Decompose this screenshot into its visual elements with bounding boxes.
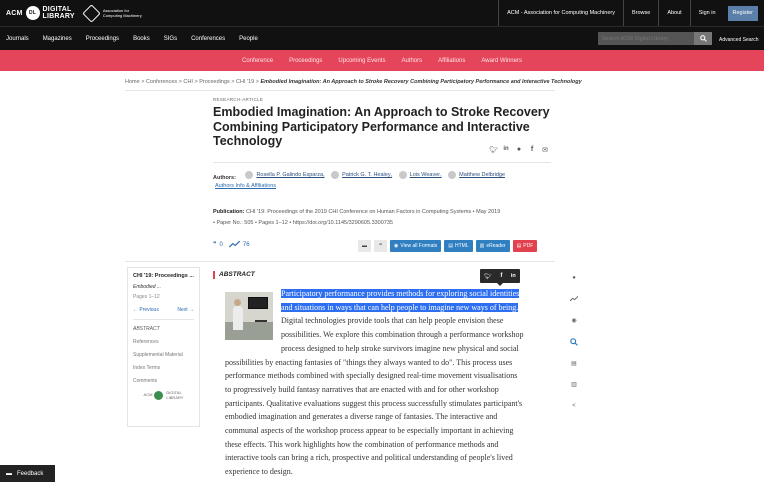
- avatar: [448, 171, 456, 179]
- abstract-line: interactive tools can bring a rich, prospective and political understanding of people's lived: [225, 453, 513, 463]
- author-name: Lois Weaver: [409, 172, 441, 178]
- org-logo-text: [103, 8, 142, 18]
- crumb-sep: >: [141, 79, 145, 85]
- author-link[interactable]: Rosella P. Galindo Esparza ,: [245, 171, 324, 179]
- abstract-line: [225, 287, 542, 301]
- author-link[interactable]: [448, 171, 505, 179]
- authors: [213, 171, 510, 181]
- email-icon[interactable]: ✉: [542, 147, 548, 154]
- logo-library: LIBRARY: [42, 13, 75, 20]
- avatar: [245, 171, 253, 179]
- dl-badge-icon: [154, 391, 163, 400]
- sidebar-dl-logo: [133, 391, 194, 400]
- cite-button[interactable]: [374, 240, 387, 252]
- nav-people[interactable]: People: [239, 35, 258, 42]
- abstract-heading: ABSTRACT: [213, 271, 255, 279]
- prev-next: [133, 307, 194, 320]
- feedback-label: Feedback: [17, 470, 44, 477]
- acm-dl-logo[interactable]: [6, 6, 75, 20]
- folder-icon: ▬: [362, 243, 367, 249]
- facebook-icon[interactable]: f: [530, 146, 534, 153]
- eye-icon[interactable]: ◉: [571, 318, 577, 325]
- advanced-search-link[interactable]: Advanced Search: [719, 37, 759, 43]
- sidebar-logo-digital: DIGITAL: [166, 390, 182, 395]
- acm-org-logo[interactable]: [85, 7, 142, 20]
- divider: [125, 90, 555, 91]
- nav-items: [6, 36, 272, 42]
- logo-digital: DIGITAL: [42, 6, 72, 13]
- about-link[interactable]: About: [658, 0, 689, 26]
- eye-icon: ◉: [394, 243, 399, 249]
- publication-line2: • Paper No.: 505 • Pages 1–12 • https://doi.org/10.1145/3290605.3300735: [213, 219, 393, 226]
- top-links: [498, 0, 764, 26]
- format-toolbar: [358, 240, 537, 252]
- crumb-sep: >: [231, 79, 235, 85]
- ereader-button[interactable]: [476, 240, 510, 252]
- sidebar-logo-acm: ACM: [143, 392, 153, 398]
- article-sidebar: [127, 267, 200, 427]
- metrics-icon[interactable]: [568, 293, 580, 305]
- publication-line1: CHI '19: Proceedings of the 2019 CHI Conference on Human Factors in Computing Systems • May 2019: [244, 209, 501, 215]
- divider: [213, 162, 551, 163]
- acm-link[interactable]: ACM - Association for Computing Machinery: [498, 0, 623, 26]
- reddit-icon[interactable]: ●: [516, 146, 522, 153]
- feedback-button[interactable]: [0, 465, 55, 482]
- abstract-line: performance methods combined with specially designed real-time movement visualisations: [225, 371, 518, 381]
- abstract-line: process designed to help stroke survivors imagine new physical and social: [281, 343, 519, 353]
- search-button[interactable]: [694, 32, 712, 45]
- citation-count[interactable]: 0: [219, 241, 223, 248]
- crumb-chi[interactable]: CHI: [183, 79, 193, 85]
- selected-text: Participatory performance provides methods for exploring social identities: [281, 289, 520, 298]
- sidebar-proceedings[interactable]: CHI '19: Proceedings ...: [133, 273, 194, 279]
- logo-dl-badge: DL: [26, 6, 40, 20]
- publication-info: [213, 207, 543, 228]
- sidebar-menu: [133, 326, 194, 384]
- abstract-line: experience to design.: [225, 467, 293, 477]
- abstract-line: participants. Qualitative evaluations suggest this process successfully stimulates participant's: [225, 398, 523, 408]
- share-icon[interactable]: <: [572, 402, 576, 409]
- trend-icon: [229, 241, 240, 248]
- conf-conference[interactable]: Conference: [242, 57, 274, 64]
- ereader-label: eReader: [486, 243, 506, 249]
- sidebar-item-index-terms[interactable]: Index Terms: [133, 365, 161, 371]
- abstract-line: [225, 301, 542, 315]
- download-count[interactable]: 76: [242, 241, 250, 248]
- abstract-line: Digital technologies provide tools that can help people envision these: [281, 316, 504, 326]
- abstract-line: these effects. This work highlights how the combination of performance methods and: [225, 439, 499, 449]
- conf-proceedings[interactable]: Proceedings: [289, 57, 323, 64]
- nav-journals[interactable]: Journals: [6, 35, 29, 42]
- pdf-icon: ▤: [516, 243, 522, 249]
- crumb-sep: >: [178, 79, 182, 85]
- sidebar-item-abstract[interactable]: ABSTRACT: [133, 326, 160, 332]
- search-input[interactable]: [598, 32, 694, 45]
- crumb-sep: >: [194, 79, 198, 85]
- share-selection-popover: [480, 269, 520, 283]
- divider: [125, 261, 555, 262]
- article-title: Embodied Imagination: An Approach to Stroke Recovery Combining Participatory Performance and Interactive Technology: [213, 105, 550, 148]
- abstract-line: communal aspects of the workshop process appear to be especially important in achieving: [225, 426, 514, 436]
- crumb-conferences[interactable]: Conferences: [145, 79, 178, 85]
- authors-info-link[interactable]: Authors Info & Affiliations: [215, 183, 277, 189]
- author-name: Rosella P. Galindo Esparza: [256, 172, 324, 178]
- publication-label: Publication:: [213, 209, 245, 215]
- info-icon[interactable]: ●: [572, 275, 576, 281]
- author-link[interactable]: Lois Weaver ,: [399, 171, 442, 179]
- view-formats-label: View all Formats: [400, 243, 438, 249]
- org-logo-line2: Computing Machinery: [102, 13, 142, 18]
- conf-upcoming-events[interactable]: Upcoming Events: [338, 57, 386, 64]
- logo-words: [43, 6, 75, 20]
- author-name: Matthew Delbridge: [459, 172, 506, 178]
- conf-award-winners[interactable]: Award Winners: [481, 57, 522, 64]
- sidebar-logo-words: [166, 391, 183, 400]
- sidebar-article: Embodied ...: [133, 284, 162, 290]
- nav-sigs[interactable]: SIGs: [163, 35, 178, 42]
- share-icons: [489, 146, 549, 154]
- linkedin-icon[interactable]: in: [503, 146, 509, 152]
- top-bar: [0, 0, 764, 26]
- logo-acm-text: ACM: [6, 9, 23, 17]
- next-link[interactable]: Next →: [177, 307, 194, 313]
- search-icon: [700, 35, 707, 42]
- sidebar-item-references[interactable]: References: [133, 339, 159, 345]
- search-icon[interactable]: [568, 336, 580, 348]
- figures-icon[interactable]: ▥: [571, 381, 577, 388]
- author-name: Patrick G. T. Healey: [342, 172, 391, 178]
- abstract-line: possibilities by enacting fantasies of "things they always wanted to do". This process uses: [225, 357, 513, 367]
- main-nav: [0, 26, 764, 50]
- conf-affiliations[interactable]: Affiliations: [438, 57, 466, 64]
- html-button[interactable]: [444, 240, 472, 252]
- linkedin-icon[interactable]: in: [510, 273, 516, 279]
- breadcrumb: [125, 79, 582, 85]
- view-formats-button[interactable]: [390, 240, 441, 252]
- selected-text: and situations in ways that can help people to imagine new ways of being.: [281, 302, 519, 312]
- previous-link[interactable]: ← Previous: [133, 307, 159, 313]
- sidebar-logo-library: LIBRARY: [166, 394, 184, 400]
- org-logo-line1: Association for: [102, 8, 130, 13]
- conference-bar: [0, 50, 764, 71]
- nav-magazines[interactable]: Magazines: [42, 35, 72, 42]
- avatar: [331, 171, 339, 179]
- authors-label: Authors:: [213, 175, 236, 181]
- table-icon[interactable]: ▤: [571, 360, 577, 367]
- file-icon: ▤: [448, 243, 453, 249]
- pdf-button[interactable]: [513, 240, 538, 252]
- browse-link[interactable]: Browse: [623, 0, 658, 26]
- acm-diamond-icon: [82, 4, 100, 22]
- crumb-current: Embodied Imagination: An Approach to Stroke Recovery Combining Participatory Performance and Interactive Technology: [260, 79, 582, 85]
- pdf-label: PDF: [523, 243, 534, 249]
- avatar: [399, 171, 407, 179]
- twitter-icon[interactable]: 🐦︎: [484, 273, 492, 280]
- folder-button[interactable]: [358, 240, 371, 252]
- crumb-chi19[interactable]: CHI '19: [236, 79, 255, 85]
- nav-proceedings[interactable]: Proceedings: [85, 35, 120, 42]
- html-label: HTML: [454, 243, 469, 249]
- abstract-line: to progressively build fantasy narratives that are enacted with and for other workshop: [225, 384, 499, 394]
- nav-conferences[interactable]: Conferences: [191, 35, 226, 42]
- search-box: [598, 32, 712, 45]
- sidebar-pages: Pages 1–12: [133, 294, 160, 300]
- crumb-sep: >: [255, 79, 259, 85]
- crumb-home[interactable]: Home: [125, 79, 140, 85]
- author-link[interactable]: Patrick G. T. Healey ,: [331, 171, 392, 179]
- metrics: [213, 241, 250, 248]
- sidebar-item-comments[interactable]: Comments: [133, 378, 158, 384]
- quote-icon: ❞: [379, 243, 382, 249]
- sidebar-item-supplemental[interactable]: Supplemental Material: [133, 352, 183, 358]
- abstract-text: [225, 287, 542, 479]
- quote-icon: ❞: [213, 242, 217, 248]
- twitter-icon[interactable]: 🐦︎: [489, 147, 498, 154]
- article-type: RESEARCH-ARTICLE: [213, 97, 264, 102]
- chat-icon: ▬: [6, 470, 12, 477]
- right-rail: [568, 272, 580, 421]
- crumb-proceedings[interactable]: Proceedings: [199, 79, 230, 85]
- nav-books[interactable]: Books: [133, 35, 150, 42]
- reader-icon: ▥: [479, 243, 485, 249]
- abstract-line: possibilities. We explore this combination through a performance workshop: [281, 330, 524, 340]
- sign-in-link[interactable]: Sign in: [690, 0, 724, 26]
- facebook-icon[interactable]: f: [500, 273, 503, 279]
- conf-authors[interactable]: Authors: [401, 57, 423, 64]
- abstract-line: embodied imagination and generates a diverse range of fantasies. The interactive and: [225, 412, 498, 422]
- register-button[interactable]: Register: [728, 6, 758, 21]
